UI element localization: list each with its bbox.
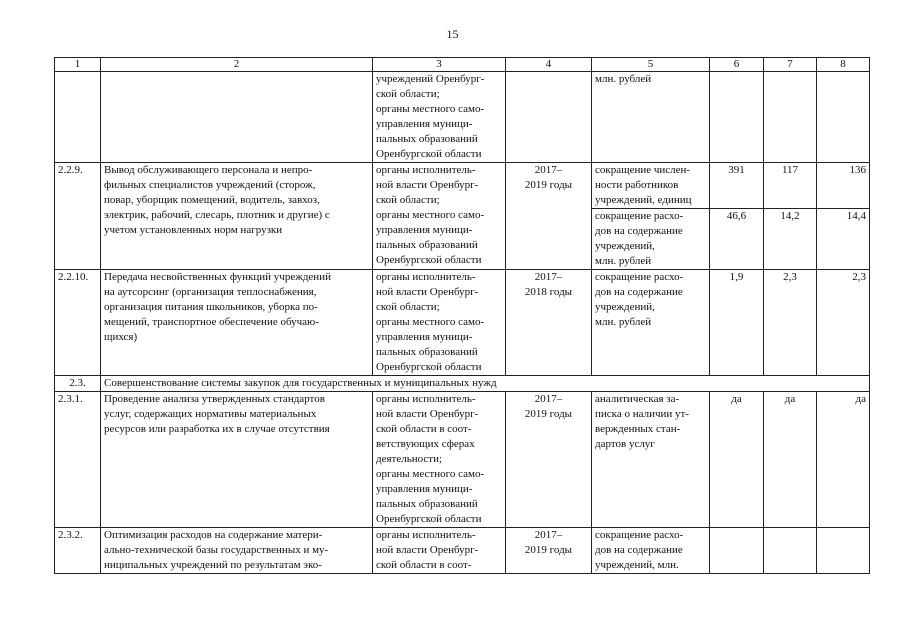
indicator-cell: сокращение расхо- дов на содержание учреждений, млн. рублей xyxy=(592,209,710,270)
value-2019: 14,4 xyxy=(817,209,870,270)
value-2017: 391 xyxy=(710,163,764,209)
executors-cell: органы исполнитель- ной власти Оренбург- ской области; органы местного само- управления муници- пальных образований Оренбургской области xyxy=(373,163,506,270)
value-2019: 136 xyxy=(817,163,870,209)
table-row xyxy=(55,163,870,209)
section-row xyxy=(55,376,870,392)
indicator-cell: аналитическая за- писка о наличии ут- вержденных стан- дартов услуг xyxy=(592,392,710,528)
value-2019: 2,3 xyxy=(817,270,870,376)
section-number: 2.3. xyxy=(55,376,101,392)
item-number: 2.2.10. xyxy=(55,270,101,376)
table-row xyxy=(55,528,870,574)
section-title: Совершенствование системы закупок для государственных и муниципальных нужд xyxy=(101,376,870,392)
item-number: 2.2.9. xyxy=(55,163,101,270)
indicator-cell: сокращение расхо- дов на содержание учреждений, млн. рублей xyxy=(592,270,710,376)
executors-cell: органы исполнитель- ной власти Оренбург- ской области в соот- xyxy=(373,528,506,574)
period-cell: 2017– 2019 годы xyxy=(506,528,592,574)
value-2018: да xyxy=(764,392,817,528)
header-col-4: 4 xyxy=(506,58,592,72)
value-2017: 46,6 xyxy=(710,209,764,270)
value-2018: 14,2 xyxy=(764,209,817,270)
indicator-cell: сокращение числен- ности работников учреждений, единиц xyxy=(592,163,710,209)
measure-cell: Передача несвойственных функций учреждений на аутсорсинг (организация теплоснабжения, организация питания школьников, уборка по- мещений, транспортное обеспечение обучаю- щихся) xyxy=(101,270,373,376)
executors-cell: органы исполнитель- ной власти Оренбург- ской области в соот- ветствующих сферах деятельности; органы местного само- управления муници- пальных образований Оренбургской области xyxy=(373,392,506,528)
item-number: 2.3.1. xyxy=(55,392,101,528)
header-row xyxy=(55,58,870,72)
header-col-5: 5 xyxy=(592,58,710,72)
measure-cell: Проведение анализа утвержденных стандартов услуг, содержащих нормативы материальных ресурсов или разработка их в случае отсутствия xyxy=(101,392,373,528)
value-2017: да xyxy=(710,392,764,528)
value-2018: 117 xyxy=(764,163,817,209)
header-col-1: 1 xyxy=(55,58,101,72)
indicator-cell: млн. рублей xyxy=(592,72,710,163)
period-cell: 2017– 2019 годы xyxy=(506,163,592,270)
indicator-cell: сокращение расхо- дов на содержание учреждений, млн. xyxy=(592,528,710,574)
period-cell: 2017– 2018 годы xyxy=(506,270,592,376)
measure-cell: Вывод обслуживающего персонала и непро- фильных специалистов учреждений (сторож, повар, уборщик помещений, водитель, завхоз, электрик, рабочий, слесарь, плотник и другие) с учетом установленных норм нагрузки xyxy=(101,163,373,270)
header-col-6: 6 xyxy=(710,58,764,72)
executors-cell: учреждений Оренбург- ской области; органы местного само- управления муници- пальных образований Оренбургской области xyxy=(373,72,506,163)
value-2018: 2,3 xyxy=(764,270,817,376)
measures-table xyxy=(54,57,870,574)
item-number: 2.3.2. xyxy=(55,528,101,574)
period-cell: 2017– 2019 годы xyxy=(506,392,592,528)
header-col-8: 8 xyxy=(817,58,870,72)
table-row xyxy=(55,392,870,528)
value-2017: 1,9 xyxy=(710,270,764,376)
header-col-3: 3 xyxy=(373,58,506,72)
measure-cell: Оптимизация расходов на содержание матери- ально-технической базы государственных и му- ниципальных учреждений по результатам эко- xyxy=(101,528,373,574)
value-2019: да xyxy=(817,392,870,528)
table-row xyxy=(55,72,870,163)
table-row xyxy=(55,270,870,376)
header-col-7: 7 xyxy=(764,58,817,72)
header-col-2: 2 xyxy=(101,58,373,72)
executors-cell: органы исполнитель- ной власти Оренбург- ской области; органы местного само- управления муници- пальных образований Оренбургской области xyxy=(373,270,506,376)
page-number: 15 xyxy=(446,27,459,41)
